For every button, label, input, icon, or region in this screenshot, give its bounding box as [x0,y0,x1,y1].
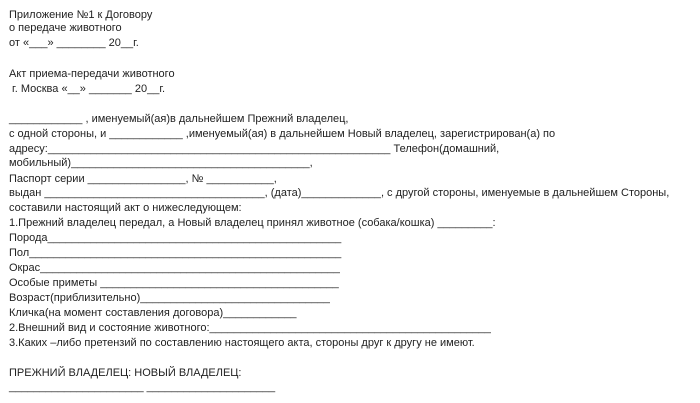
item-3-no-claims: 3.Каких –либо претензий по составлению настоящего акта, стороны друг к другу не имеют. [9,337,475,349]
field-sex: Пол___________________________________________________ [9,247,342,259]
signature-lines: ______________________ _____________________ [9,381,276,393]
signatures-heading: ПРЕЖНИЙ ВЛАДЕЛЕЦ: НОВЫЙ ВЛАДЕЛЕЦ: [9,367,242,379]
item-2-condition: 2.Внешний вид и состояние животного:______________________________________________ [9,322,491,334]
compiled-line: составили настоящий акт о нижеследующем: [9,202,242,214]
field-age: Возраст(приблизительно)_______________________________ [9,292,330,304]
field-color: Окрас_________________________________________________ [9,262,340,274]
issued-line: выдан ____________________________________, (дата)_____________, с другой стороны, именуемые в дальнейшем Стороны, [9,187,670,199]
act-title: Акт приема-передачи животного [9,68,175,80]
item-1-transfer: 1.Прежний владелец передал, а Новый владелец принял животное (собака/кошка) _________: [9,217,496,229]
appendix-title: Приложение №1 к Договору [9,9,153,21]
field-nickname: Кличка(на момент составления договора)____________ [9,307,297,319]
passport-line: Паспорт серии ________________, № ___________, [9,173,277,185]
address-phone-line: адресу:________________________________________________________ Телефон(домашний, [9,143,500,155]
appendix-date-line: от «___» ________ 20__г. [9,37,139,49]
field-special-marks: Особые приметы _______________________________________ [9,277,339,289]
mobile-line: мобильный)_______________________________________, [9,157,313,169]
previous-owner-line: ____________ , именуемый(ая)в дальнейшем Прежний владелец, [9,113,349,125]
field-breed: Порода________________________________________________ [9,232,342,244]
new-owner-line: с одной стороны, и ____________ ,именуемый(ая) в дальнейшем Новый владелец, зарегистрирован(а) по [9,128,556,140]
act-city-date: г. Москва «__» _______ 20__г. [9,83,166,95]
appendix-subtitle: о передаче животного [9,22,122,34]
